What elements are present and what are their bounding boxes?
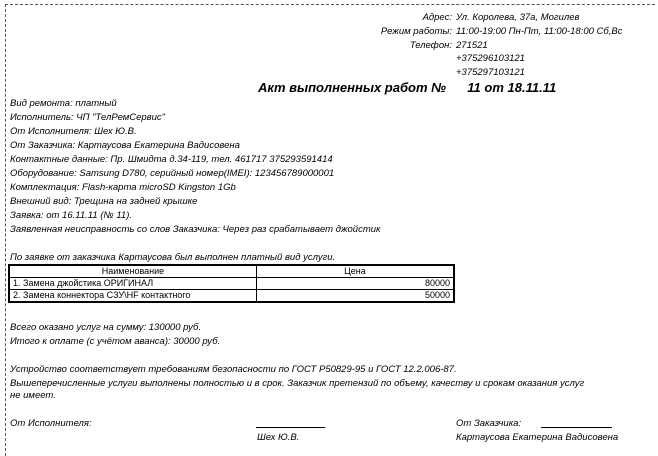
services-table [8,264,455,303]
hours-value: 11:00-19:00 Пн-Пт, 11:00-18:00 Сб,Вс [456,26,623,37]
info-executor: Исполнитель: ЧП "ТелРемСервис" [10,112,166,123]
hours-label: Режим работы: [380,26,452,37]
column-header-name: Наименование [9,265,256,278]
title-prefix: Акт выполненных работ № [258,80,447,95]
info-appearance: Внешний вид: Трещина на задней крышке [10,196,198,207]
address-value: Ул. Королева, 37а, Могилев [456,12,580,23]
column-header-price: Цена [256,265,454,278]
executor-signature-name: Шех Ю.В. [257,432,300,443]
services-intro: По заявке от заказчика Картаусова был выполнен платный вид услуги. [10,252,336,263]
service-price: 50000 [256,290,454,303]
service-price: 80000 [256,278,454,290]
customer-signature-name: Картаусова Екатерина Вадисовена [456,432,619,443]
completion-note: Вышеперечисленные услуги выполнены полностью и в срок. Заказчик претензий по объему, качеству и срокам оказания услуг [10,378,585,389]
completion-note-cont: не имеет. [10,390,56,401]
executor-signature-label: От Исполнителя: [10,418,92,429]
document-title [258,80,556,95]
page-border-left [5,4,6,456]
phone-label: Телефон: [409,40,452,51]
phone-2: +375296103121 [456,53,525,64]
service-name: 1. Замена джойстика ОРИГИНАЛ [9,278,256,290]
info-kit: Комплектация: Flash-карта microSD Kingston 1Gb [10,182,236,193]
info-from-customer: От Заказчика: Картаусова Екатерина Вадисовена [10,140,240,151]
table-row [9,290,454,303]
total-services: Всего оказано услуг на сумму: 130000 руб. [10,322,202,333]
customer-signature-label: От Заказчика: [456,418,522,429]
service-name: 2. Замена коннектора СЗУ\HF контактного [9,290,256,303]
info-from-executor: От Исполнителя: Шех Ю.В. [10,126,137,137]
info-fault: Заявленная неисправность со слов Заказчика: Через раз срабатывает джойстик [10,224,381,235]
address-label: Адрес: [422,12,452,23]
info-repair-type: Вид ремонта: платный [10,98,117,109]
phone-3: +375297103121 [456,67,525,78]
info-contacts: Контактные данные: Пр. Шмидта д.34-119, тел. 461717 375293591414 [10,154,333,165]
table-header-row [9,265,454,278]
page-border-top [5,4,655,5]
total-to-pay: Итого к оплате (с учётом аванса): 30000 руб. [10,336,221,347]
table-row [9,278,454,290]
info-request: Заявка: от 16.11.11 (№ 11). [10,210,132,221]
safety-note: Устройство соответствует требованиям безопасности по ГОСТ Р50829-95 и ГОСТ 12.2.006-87. [10,364,457,375]
customer-signature-line [541,427,612,428]
info-equipment: Оборудование: Samsung D780, серийный номер(IMEI): 123456789000001 [10,168,335,179]
title-number-date: 11 от 18.11.11 [467,80,557,95]
executor-signature-line [256,427,325,428]
phone-1: 271521 [456,40,488,51]
